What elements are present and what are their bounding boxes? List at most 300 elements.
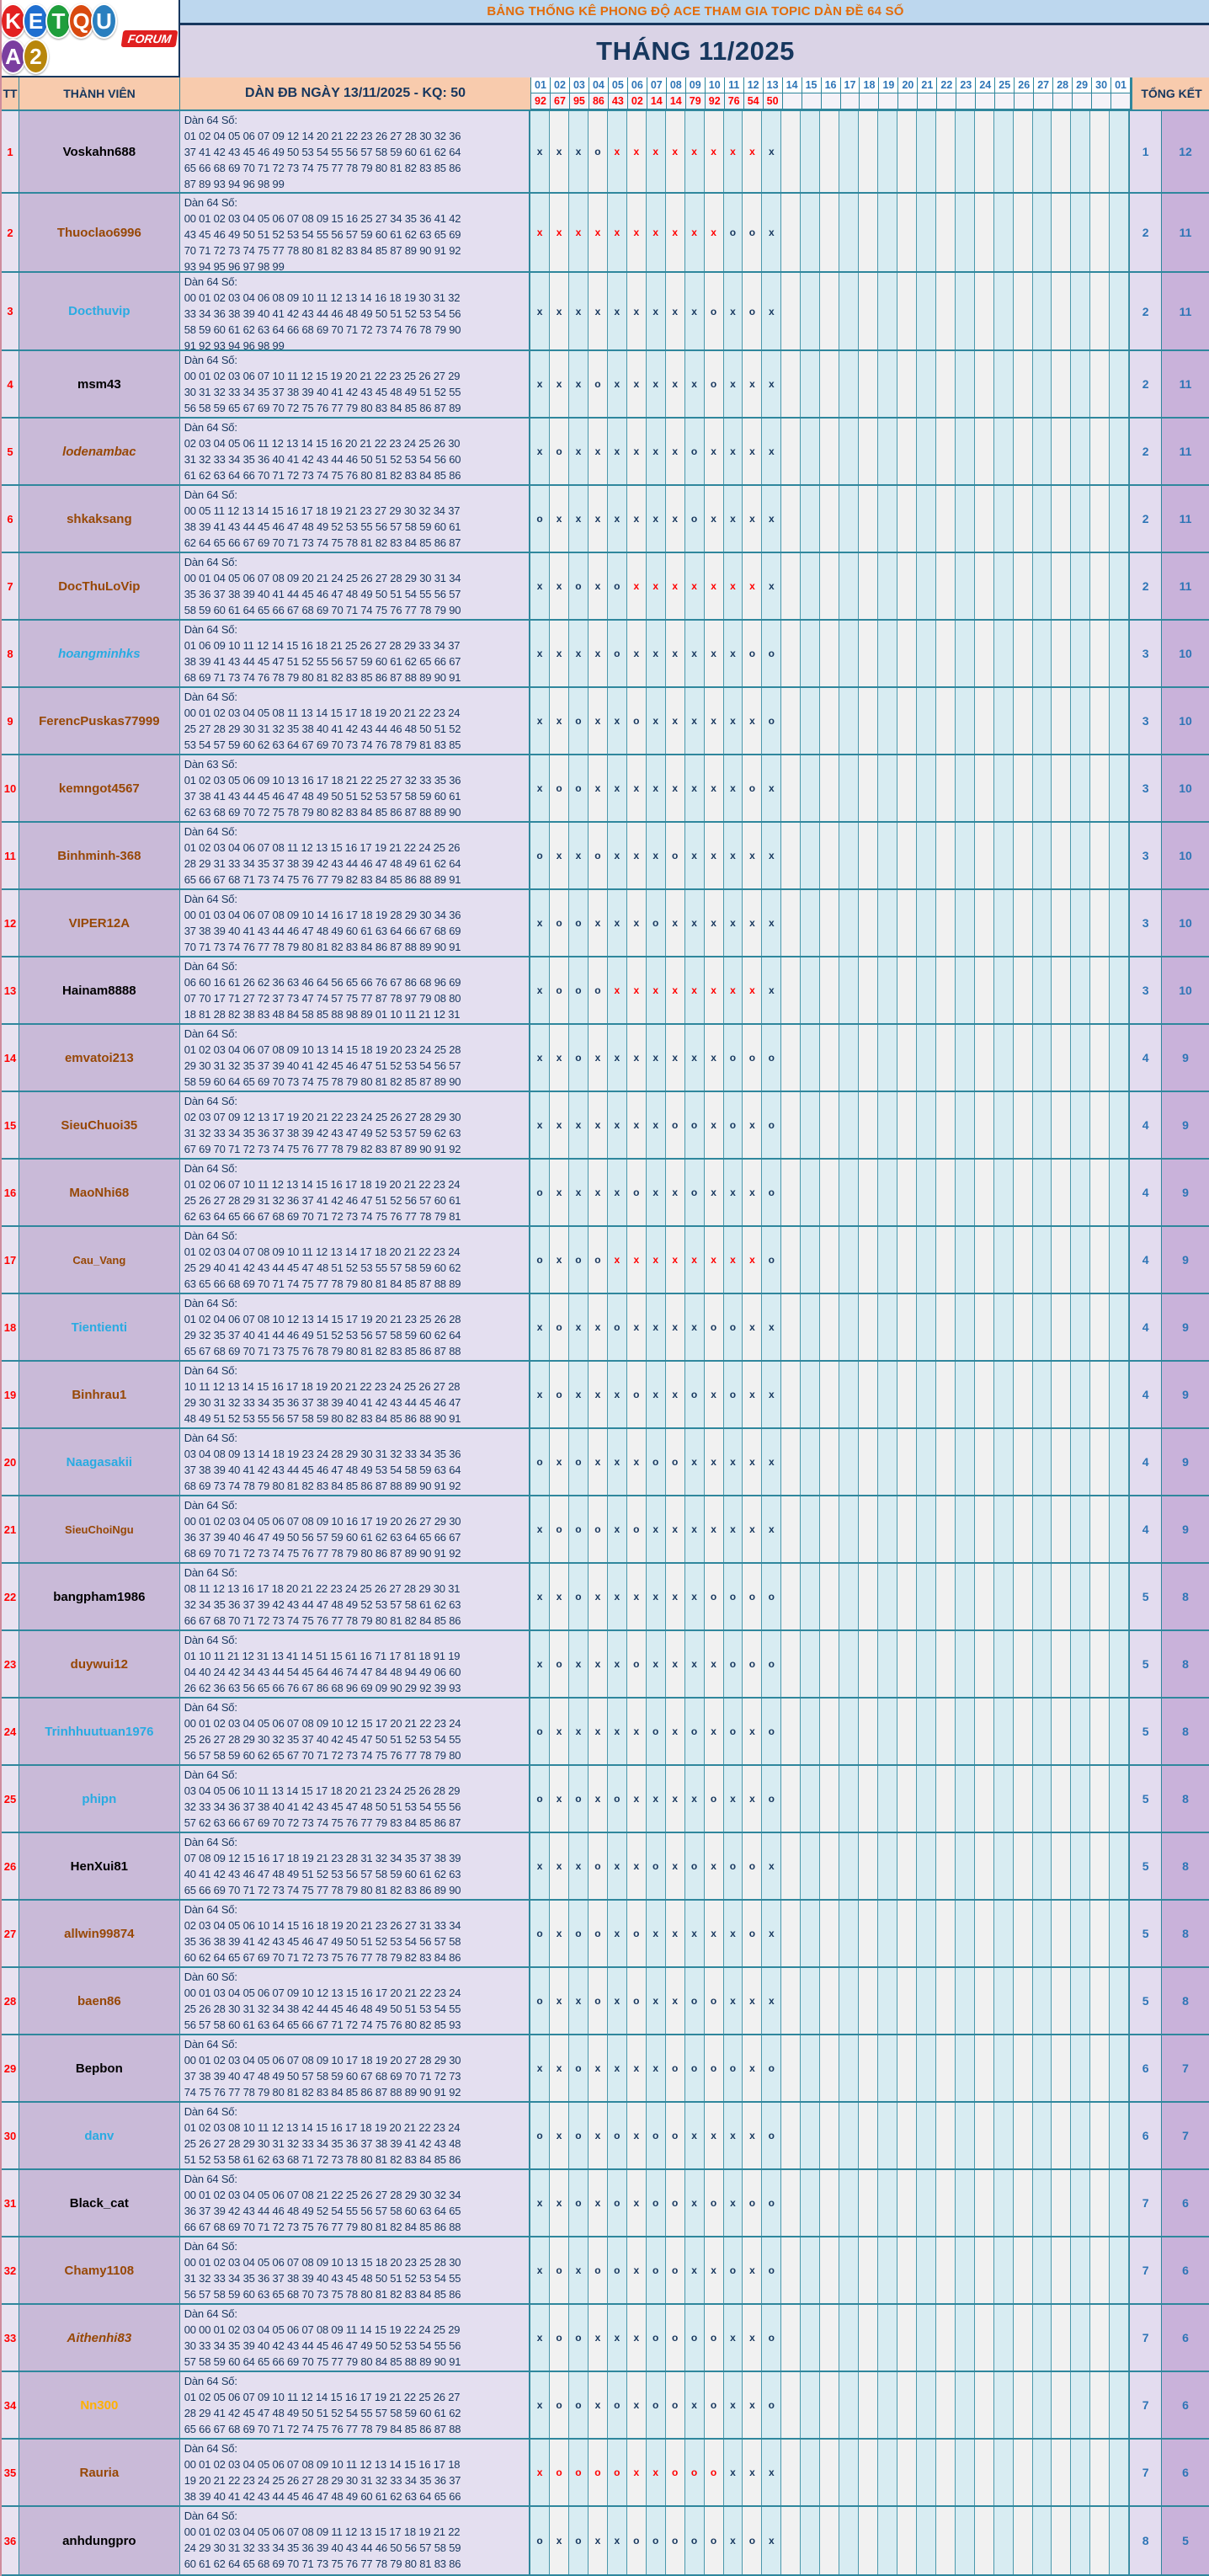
- dan-line: 62 63 68 69 70 72 75 78 79 80 82 83 84 85 86 87 88 89 90: [184, 806, 461, 819]
- table-row: [2, 957, 1209, 1025]
- dan-line: 00 01 03 04 05 06 07 09 10 12 13 15 16 17 20 21 22 23 24: [184, 1987, 461, 1999]
- day-mark-cell: x: [724, 621, 743, 686]
- member-name-link[interactable]: FerencPuskas77999: [19, 688, 180, 754]
- day-mark-cell: x: [608, 194, 627, 271]
- day-mark-cell: [839, 273, 859, 349]
- day-mark-cell: [917, 621, 936, 686]
- day-mark-cell: [917, 1766, 936, 1832]
- day-mark-cell: [994, 1699, 1014, 1764]
- day-mark-cell: o: [550, 1631, 569, 1697]
- day-mark-cell: [936, 273, 956, 349]
- day-mark-cell: [1090, 1833, 1110, 1899]
- day-mark-cell: [781, 957, 801, 1023]
- day-mark-cell: o: [550, 957, 569, 1023]
- day-mark-cell: [1033, 1699, 1052, 1764]
- member-name-link[interactable]: MaoNhi68: [19, 1160, 180, 1225]
- day-mark-cell: x: [627, 1227, 647, 1293]
- day-mark-cell: x: [627, 111, 647, 192]
- day-header: 18: [860, 77, 879, 93]
- day-mark-cell: [975, 486, 994, 552]
- day-mark-cell: [956, 111, 975, 192]
- total-miss-count: 7: [1129, 2170, 1162, 2236]
- dan-line: 01 02 03 04 06 07 08 09 10 13 14 15 18 19 20 23 24 25 28: [184, 1043, 461, 1056]
- day-mark-cell: [839, 755, 859, 821]
- day-mark-cell: [917, 2372, 936, 2438]
- day-mark-cell: [1090, 1294, 1110, 1360]
- day-mark-cell: [897, 553, 917, 619]
- total-miss-count: 5: [1129, 1564, 1162, 1629]
- day-mark-cell: [1071, 823, 1090, 888]
- day-marks-cells: [530, 1631, 1129, 1697]
- day-mark-cell: [1110, 1564, 1129, 1629]
- member-name-link[interactable]: DocThuLoVip: [19, 553, 180, 619]
- day-mark-cell: [917, 1362, 936, 1427]
- day-mark-cell: o: [743, 2170, 762, 2236]
- day-mark-cell: x: [743, 688, 762, 754]
- header-tt: TT: [2, 77, 19, 109]
- member-name-link[interactable]: emvatoi213: [19, 1025, 180, 1091]
- table-row: [2, 1766, 1209, 1833]
- dan-line: 25 26 27 28 29 31 32 36 37 41 42 46 47 51 52 56 57 60 61: [184, 1194, 461, 1207]
- day-mark-cell: [1052, 1901, 1071, 1966]
- member-name-link[interactable]: Rauria: [19, 2440, 180, 2505]
- member-name-link[interactable]: baen86: [19, 1968, 180, 2034]
- dan-line: 35 36 38 39 41 42 43 45 46 47 49 50 51 52 53 54 56 57 58: [184, 1935, 461, 1948]
- table-row: [2, 1160, 1209, 1227]
- day-mark-cell: [897, 2035, 917, 2101]
- total-miss-count: 5: [1129, 1631, 1162, 1697]
- day-mark-cell: x: [685, 1766, 705, 1832]
- day-mark-cell: x: [685, 1631, 705, 1697]
- day-mark-cell: [936, 1092, 956, 1158]
- total-miss-count: 7: [1129, 2237, 1162, 2303]
- day-mark-cell: [1014, 957, 1033, 1023]
- day-mark-cell: [1033, 419, 1052, 484]
- day-mark-cell: x: [550, 351, 569, 417]
- table-row: [2, 1699, 1209, 1766]
- day-mark-cell: o: [724, 1699, 743, 1764]
- day-mark-cell: x: [762, 111, 781, 192]
- member-name-link[interactable]: Black_cat: [19, 2170, 180, 2236]
- forum-badge: FORUM: [120, 30, 178, 47]
- dan-line: 01 02 03 05 06 09 10 13 16 17 18 21 22 25 27 32 33 35 36: [184, 774, 461, 787]
- day-mark-cell: x: [530, 957, 550, 1023]
- day-mark-cell: [1052, 2103, 1071, 2168]
- day-mark-cell: [1090, 957, 1110, 1023]
- day-mark-cell: o: [530, 2507, 550, 2574]
- member-name-link[interactable]: Docthuvip: [19, 273, 180, 349]
- day-mark-cell: x: [608, 755, 627, 821]
- day-mark-cell: [781, 1227, 801, 1293]
- row-index: 15: [2, 1092, 19, 1158]
- day-mark-cell: [878, 553, 897, 619]
- day-mark-cell: x: [705, 486, 724, 552]
- day-mark-cell: o: [627, 1362, 647, 1427]
- day-mark-cell: o: [743, 1901, 762, 1966]
- day-mark-cell: x: [705, 1833, 724, 1899]
- day-mark-cell: [878, 1025, 897, 1091]
- day-mark-cell: x: [647, 621, 666, 686]
- day-mark-cell: [1014, 1631, 1033, 1697]
- day-mark-cell: o: [666, 2305, 685, 2371]
- day-mark-cell: [936, 1227, 956, 1293]
- day-mark-cell: o: [685, 1092, 705, 1158]
- day-mark-cell: [1110, 1631, 1129, 1697]
- day-mark-cell: x: [724, 1968, 743, 2034]
- table-row: [2, 1227, 1209, 1294]
- member-name-link[interactable]: Nn300: [19, 2372, 180, 2438]
- day-mark-cell: [1014, 1968, 1033, 2034]
- day-mark-cell: o: [627, 1160, 647, 1225]
- day-mark-cell: [917, 1160, 936, 1225]
- day-mark-cell: [1033, 2440, 1052, 2505]
- day-mark-cell: o: [569, 890, 589, 956]
- day-mark-cell: [897, 1833, 917, 1899]
- day-mark-cell: [897, 351, 917, 417]
- dan-label: Dàn 64 Số:: [184, 623, 237, 636]
- dan-line: 28 29 41 42 45 47 48 49 50 51 52 54 55 57 58 59 60 61 62: [184, 2407, 461, 2419]
- day-mark-cell: [781, 194, 801, 271]
- day-mark-cell: x: [762, 1968, 781, 2034]
- day-mark-cell: [1014, 1766, 1033, 1832]
- day-mark-cell: [956, 273, 975, 349]
- kq-value: [898, 93, 918, 109]
- day-header: 30: [1092, 77, 1111, 93]
- member-rows: [2, 111, 1209, 2576]
- member-name-link[interactable]: msm43: [19, 351, 180, 417]
- day-mark-cell: [975, 1092, 994, 1158]
- day-mark-cell: [878, 621, 897, 686]
- dan-line: 32 33 34 36 37 38 40 41 42 43 45 47 48 50 51 53 54 55 56: [184, 1800, 461, 1813]
- day-mark-cell: [878, 1631, 897, 1697]
- logo-letter: U: [91, 3, 117, 39]
- day-mark-cell: [781, 1160, 801, 1225]
- day-mark-cell: x: [550, 823, 569, 888]
- member-name-link[interactable]: kemngot4567: [19, 755, 180, 821]
- day-mark-cell: x: [608, 111, 627, 192]
- day-header: 17: [841, 77, 860, 93]
- total-miss-count: 2: [1129, 351, 1162, 417]
- day-mark-cell: o: [685, 486, 705, 552]
- day-mark-cell: x: [550, 1160, 569, 1225]
- day-mark-cell: o: [705, 1766, 724, 1832]
- day-mark-cell: x: [666, 1227, 685, 1293]
- dan-line: 37 38 41 43 44 45 46 47 48 49 50 51 52 53 57 58 59 60 61: [184, 790, 461, 803]
- member-name-link[interactable]: Thuoclao6996: [19, 194, 180, 271]
- member-name-link[interactable]: HenXui81: [19, 1833, 180, 1899]
- day-mark-cell: [994, 755, 1014, 821]
- member-name-link[interactable]: SieuChoiNgu: [19, 1496, 180, 1562]
- dan-label: Dàn 64 Số:: [184, 1162, 237, 1175]
- day-mark-cell: [781, 2305, 801, 2371]
- day-mark-cell: [975, 1901, 994, 1966]
- member-name-link[interactable]: anhdungpro: [19, 2507, 180, 2574]
- day-marks-cells: [530, 419, 1129, 484]
- member-name-link[interactable]: phipn: [19, 1766, 180, 1832]
- day-mark-cell: [801, 2103, 820, 2168]
- day-mark-cell: [1110, 351, 1129, 417]
- day-mark-cell: [1033, 1092, 1052, 1158]
- day-mark-cell: [1110, 1362, 1129, 1427]
- day-mark-cell: [859, 1227, 878, 1293]
- kq-value: 14: [647, 93, 667, 109]
- day-mark-cell: x: [627, 2372, 647, 2438]
- day-mark-cell: o: [530, 1227, 550, 1293]
- day-mark-cell: [859, 2372, 878, 2438]
- day-mark-cell: [801, 2170, 820, 2236]
- day-mark-cell: [1014, 273, 1033, 349]
- member-name-link[interactable]: Binhrau1: [19, 1362, 180, 1427]
- day-mark-cell: [839, 1160, 859, 1225]
- day-mark-cell: x: [569, 486, 589, 552]
- day-mark-cell: x: [530, 2372, 550, 2438]
- day-mark-cell: [1071, 2372, 1090, 2438]
- day-mark-cell: [1033, 1968, 1052, 2034]
- member-name-link[interactable]: SieuChuoi35: [19, 1092, 180, 1158]
- member-name-link[interactable]: Naagasakii: [19, 1429, 180, 1495]
- day-mark-cell: [1014, 2305, 1033, 2371]
- day-mark-cell: x: [647, 111, 666, 192]
- day-mark-cell: o: [647, 2170, 666, 2236]
- day-mark-cell: [820, 2372, 839, 2438]
- member-name-link[interactable]: Bepbon: [19, 2035, 180, 2101]
- total-hit-count: 8: [1162, 1901, 1209, 1966]
- day-mark-cell: [917, 2507, 936, 2574]
- day-mark-cell: [1052, 1362, 1071, 1427]
- day-mark-cell: o: [550, 2440, 569, 2505]
- day-mark-cell: [1110, 2372, 1129, 2438]
- day-mark-cell: o: [685, 1833, 705, 1899]
- day-mark-cell: [936, 2507, 956, 2574]
- dan-label: Dàn 64 Số:: [184, 114, 237, 126]
- day-mark-cell: x: [762, 2440, 781, 2505]
- day-mark-cell: [1090, 2035, 1110, 2101]
- day-mark-cell: [859, 419, 878, 484]
- site-logo[interactable]: [2, 0, 180, 77]
- member-name-link[interactable]: Hainam8888: [19, 957, 180, 1023]
- day-header: 09: [686, 77, 706, 93]
- day-mark-cell: [781, 823, 801, 888]
- day-marks-cells: [530, 1429, 1129, 1495]
- day-mark-cell: x: [724, 1429, 743, 1495]
- day-mark-cell: [897, 688, 917, 754]
- day-header: 12: [744, 77, 764, 93]
- dan-label: Dàn 64 Số:: [184, 556, 237, 568]
- day-mark-cell: [781, 2372, 801, 2438]
- day-mark-cell: [801, 621, 820, 686]
- day-mark-cell: [975, 1025, 994, 1091]
- kq-value: 67: [551, 93, 570, 109]
- day-mark-cell: [975, 890, 994, 956]
- day-marks-cells: [530, 1766, 1129, 1832]
- day-mark-cell: [839, 1968, 859, 2034]
- dan-label: Dàn 64 Số:: [184, 1095, 237, 1107]
- row-index: 11: [2, 823, 19, 888]
- day-mark-cell: o: [569, 2103, 589, 2168]
- day-mark-cell: [801, 1564, 820, 1629]
- day-mark-cell: o: [608, 2103, 627, 2168]
- day-mark-cell: o: [724, 1294, 743, 1360]
- kq-value: 76: [725, 93, 744, 109]
- dan-label: Dàn 64 Số:: [184, 1432, 237, 1444]
- day-mark-cell: [1014, 351, 1033, 417]
- dan-line: 02 03 07 09 12 13 17 19 20 21 22 23 24 25 26 27 28 29 30: [184, 1111, 461, 1123]
- logo-letter: 2: [23, 39, 49, 74]
- day-mark-cell: x: [762, 194, 781, 271]
- day-mark-cell: x: [666, 1160, 685, 1225]
- member-name-link[interactable]: lodenambac: [19, 419, 180, 484]
- day-mark-cell: [956, 1496, 975, 1562]
- day-mark-cell: [781, 755, 801, 821]
- day-mark-cell: x: [589, 1025, 608, 1091]
- day-mark-cell: [801, 2305, 820, 2371]
- day-mark-cell: [1052, 1564, 1071, 1629]
- day-header: 24: [976, 77, 995, 93]
- table-row: [2, 1968, 1209, 2035]
- member-name-link[interactable]: allwin99874: [19, 1901, 180, 1966]
- day-mark-cell: [1110, 1429, 1129, 1495]
- member-name-link[interactable]: Binhminh-368: [19, 823, 180, 888]
- day-mark-cell: [1052, 2170, 1071, 2236]
- dan-line: 40 41 42 43 46 47 48 49 51 52 53 56 57 58 59 60 61 62 63: [184, 1868, 461, 1880]
- day-mark-cell: [936, 688, 956, 754]
- day-mark-cell: [801, 1294, 820, 1360]
- day-mark-cell: o: [530, 1901, 550, 1966]
- day-mark-cell: [956, 688, 975, 754]
- day-mark-cell: x: [530, 890, 550, 956]
- member-name-link[interactable]: Chamy1108: [19, 2237, 180, 2303]
- day-mark-cell: [897, 2305, 917, 2371]
- day-mark-cell: [801, 755, 820, 821]
- day-mark-cell: [917, 2305, 936, 2371]
- day-mark-cell: [994, 2440, 1014, 2505]
- total-hit-count: 10: [1162, 823, 1209, 888]
- day-mark-cell: [801, 553, 820, 619]
- dan-label: Dàn 64 Số:: [184, 2307, 237, 2320]
- dan-line: 02 03 04 05 06 10 14 15 16 18 19 20 21 23 26 27 31 33 34: [184, 1919, 461, 1932]
- day-marks-cells: [530, 351, 1129, 417]
- day-mark-cell: x: [743, 823, 762, 888]
- day-mark-cell: [1033, 2305, 1052, 2371]
- day-mark-cell: x: [666, 273, 685, 349]
- member-name-link[interactable]: danv: [19, 2103, 180, 2168]
- table-row: [2, 1092, 1209, 1160]
- day-mark-cell: [1014, 2103, 1033, 2168]
- day-mark-cell: x: [608, 1227, 627, 1293]
- table-row: [2, 1833, 1209, 1901]
- day-mark-cell: x: [589, 2372, 608, 2438]
- total-miss-count: 4: [1129, 1227, 1162, 1293]
- day-mark-cell: [839, 2507, 859, 2574]
- day-mark-cell: [956, 1968, 975, 2034]
- day-mark-cell: [956, 890, 975, 956]
- dan-label: Dàn 64 Số:: [184, 1297, 237, 1309]
- day-mark-cell: x: [762, 273, 781, 349]
- day-marks-cells: [530, 957, 1129, 1023]
- day-mark-cell: o: [724, 1833, 743, 1899]
- day-mark-cell: x: [608, 1968, 627, 2034]
- day-mark-cell: [1071, 111, 1090, 192]
- total-hit-count: 8: [1162, 1564, 1209, 1629]
- member-name-link[interactable]: bangpham1986: [19, 1564, 180, 1629]
- day-mark-cell: o: [743, 621, 762, 686]
- dan-label: Dàn 60 Số:: [184, 1971, 237, 1983]
- day-mark-cell: o: [608, 621, 627, 686]
- dan-line: 31 32 33 34 35 36 37 38 39 40 43 45 48 50 51 52 53 54 55: [184, 2272, 461, 2285]
- member-name-link[interactable]: Trinhhuutuan1976: [19, 1699, 180, 1764]
- day-mark-cell: x: [724, 890, 743, 956]
- day-mark-cell: x: [685, 273, 705, 349]
- member-name-link[interactable]: Cau_Vang: [19, 1227, 180, 1293]
- member-name-link[interactable]: VIPER12A: [19, 890, 180, 956]
- dan-line: 24 29 30 31 32 33 34 35 36 39 40 43 44 46 50 56 57 58 59: [184, 2541, 461, 2554]
- member-name-link[interactable]: hoangminhks: [19, 621, 180, 686]
- day-mark-cell: [936, 419, 956, 484]
- day-mark-cell: x: [705, 688, 724, 754]
- day-mark-cell: x: [685, 1025, 705, 1091]
- member-name-link[interactable]: Voskahn688: [19, 111, 180, 192]
- row-index: 20: [2, 1429, 19, 1495]
- day-mark-cell: o: [569, 957, 589, 1023]
- day-mark-cell: [956, 1833, 975, 1899]
- day-mark-cell: x: [762, 1901, 781, 1966]
- day-mark-cell: x: [762, 486, 781, 552]
- member-name-link[interactable]: Aithenhi83: [19, 2305, 180, 2371]
- day-mark-cell: [1090, 1025, 1110, 1091]
- day-mark-cell: o: [589, 2237, 608, 2303]
- day-mark-cell: x: [569, 1968, 589, 2034]
- day-mark-cell: x: [762, 957, 781, 1023]
- day-mark-cell: [1052, 351, 1071, 417]
- day-mark-cell: [917, 1631, 936, 1697]
- day-mark-cell: [917, 1833, 936, 1899]
- day-mark-cell: [936, 1362, 956, 1427]
- dan-line: 60 62 64 65 67 69 70 71 72 73 75 76 77 78 79 82 83 84 86: [184, 1951, 461, 1964]
- day-mark-cell: [781, 1564, 801, 1629]
- dan-line: 65 66 67 68 71 73 74 75 76 77 79 82 83 84 85 86 88 89 91: [184, 873, 461, 886]
- total-hit-count: 9: [1162, 1227, 1209, 1293]
- kq-value: 50: [764, 93, 783, 109]
- dan-line: 37 38 39 40 41 43 44 46 47 48 49 60 61 63 64 66 67 68 69: [184, 925, 461, 937]
- day-mark-cell: x: [550, 194, 569, 271]
- day-mark-cell: [839, 486, 859, 552]
- day-mark-cell: x: [724, 688, 743, 754]
- day-mark-cell: o: [666, 2035, 685, 2101]
- member-name-link[interactable]: shkaksang: [19, 486, 180, 552]
- dan-label: Dàn 64 Số:: [184, 1364, 237, 1377]
- table-row: [2, 273, 1209, 351]
- dan-line: 62 64 65 66 67 69 70 71 73 74 75 78 81 82 83 84 85 86 87: [184, 536, 461, 549]
- member-name-link[interactable]: duywui12: [19, 1631, 180, 1697]
- day-mark-cell: o: [705, 2507, 724, 2574]
- day-mark-cell: o: [569, 755, 589, 821]
- day-mark-cell: [1052, 111, 1071, 192]
- day-mark-cell: [1052, 553, 1071, 619]
- day-mark-cell: [1033, 2372, 1052, 2438]
- day-mark-cell: [1052, 1699, 1071, 1764]
- day-mark-cell: [994, 2035, 1014, 2101]
- day-mark-cell: [839, 890, 859, 956]
- day-mark-cell: x: [705, 1699, 724, 1764]
- day-mark-cell: o: [705, 2170, 724, 2236]
- day-mark-cell: x: [705, 1631, 724, 1697]
- member-name-link[interactable]: Tientienti: [19, 1294, 180, 1360]
- day-mark-cell: x: [627, 1429, 647, 1495]
- day-mark-cell: o: [569, 2170, 589, 2236]
- day-mark-cell: [878, 2440, 897, 2505]
- day-mark-cell: [820, 1362, 839, 1427]
- total-miss-count: 3: [1129, 755, 1162, 821]
